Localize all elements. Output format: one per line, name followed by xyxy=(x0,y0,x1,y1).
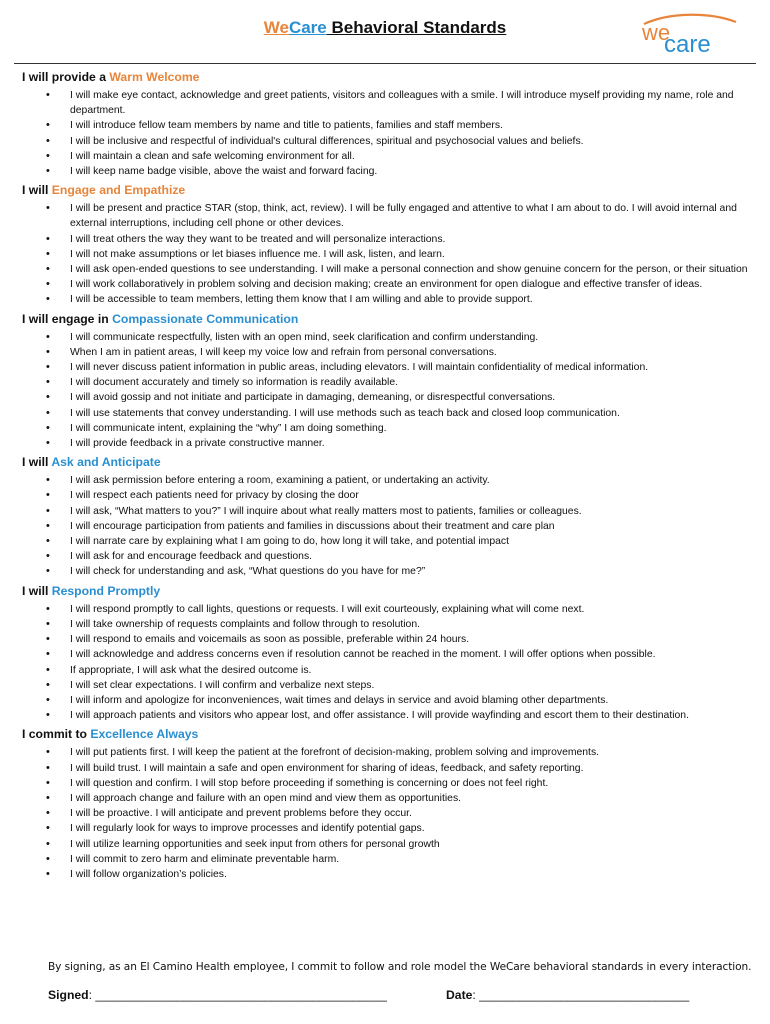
list-item: • I will be present and practice STAR (stop, think, act, review). I will be fully engaged and attentive to what I am about to do. I will avoid internal and external interruptions, including cell phone or other devices. xyxy=(22,201,752,231)
list-item: • I will communicate respectfully, listen with an open mind, seek clarification and confirm understanding. xyxy=(22,330,752,345)
section-list xyxy=(22,88,752,179)
title-rest: Behavioral Standards xyxy=(326,18,507,37)
list-item: • I will build trust. I will maintain a safe and open environment for sharing of ideas, feedback, and safety reporting. xyxy=(22,761,752,776)
list-item: • I will communicate intent, explaining the “why” I am doing something. xyxy=(22,421,752,436)
section-heading xyxy=(22,727,752,742)
section-heading xyxy=(22,70,752,85)
section-heading xyxy=(22,584,752,599)
list-item: • I will be inclusive and respectful of individual's cultural differences, spiritual and psychosocial values and beliefs. xyxy=(22,134,752,149)
list-item: • I will not make assumptions or let biases influence me. I will ask, listen, and learn. xyxy=(22,247,752,262)
list-item: • I will ask, “What matters to you?” I will inquire about what really matters most to patients, families or colleagues. xyxy=(22,504,752,519)
list-item: • I will ask for and encourage feedback and questions. xyxy=(22,549,752,564)
closing-statement: By signing, as an El Camino Health employee, I commit to follow and role model the WeCare behavioral standards in every interaction. xyxy=(48,961,752,973)
list-item: • I will provide feedback in a private constructive manner. xyxy=(22,436,752,451)
list-item: • I will never discuss patient information in public areas, including elevators. I will maintain confidentiality of medical information. xyxy=(22,360,752,375)
section-list xyxy=(22,745,752,882)
logo-we: we xyxy=(642,20,671,45)
section-1 xyxy=(22,70,752,179)
section-heading-prefix: I will xyxy=(22,583,52,598)
section-heading-highlight: Engage and Empathize xyxy=(51,183,186,198)
list-item: • I will encourage participation from patients and families in discussions about their treatment and care plan xyxy=(22,519,752,534)
list-item: • I will commit to zero harm and eliminate preventable harm. xyxy=(22,852,752,867)
list-item: • I will set clear expectations. I will confirm and verbalize next steps. xyxy=(22,678,752,693)
section-heading-highlight: Excellence Always xyxy=(90,727,199,742)
list-item: • I will avoid gossip and not initiate and participate in damaging, demeaning, or disrespectful conversations. xyxy=(22,390,752,405)
list-item: • I will keep name badge visible, above the waist and forward facing. xyxy=(22,164,752,179)
list-item: • If appropriate, I will ask what the desired outcome is. xyxy=(22,663,752,678)
section-2 xyxy=(22,183,752,307)
list-item: • I will be proactive. I will anticipate and prevent problems before they occur. xyxy=(22,806,752,821)
list-item: • I will check for understanding and ask, “What questions do you have for me?” xyxy=(22,564,752,579)
section-list xyxy=(22,602,752,724)
list-item: • I will put patients first. I will keep the patient at the forefront of decision-making, problem solving and improvements. xyxy=(22,745,752,760)
list-item: • I will regularly look for ways to improve processes and identify potential gaps. xyxy=(22,821,752,836)
section-heading xyxy=(22,455,752,470)
list-item: • I will inform and apologize for inconveniences, wait times and delays in service and avoid blaming other departments. xyxy=(22,693,752,708)
list-item: • I will utilize learning opportunities and seek input from others for personal growth xyxy=(22,837,752,852)
standards-content xyxy=(22,70,752,886)
list-item: • I will ask open-ended questions to see understanding. I will make a personal connection and show genuine concern for the person, or their situation xyxy=(22,262,752,277)
section-heading-prefix: I will xyxy=(22,455,52,470)
wecare-logo xyxy=(640,10,740,60)
section-heading-prefix: I commit to xyxy=(22,727,91,742)
section-list xyxy=(22,473,752,579)
list-item: • I will maintain a clean and safe welcoming environment for all. xyxy=(22,149,752,164)
list-item: • I will question and confirm. I will stop before proceeding if something is concerning or does not feel right. xyxy=(22,776,752,791)
signed-field[interactable] xyxy=(48,988,387,1002)
list-item: • I will work collaboratively in problem solving and decision making; create an environment for open dialogue and effective transfer of ideas. xyxy=(22,277,752,292)
list-item: • I will respect each patients need for privacy by closing the door xyxy=(22,488,752,503)
section-3 xyxy=(22,312,752,452)
section-heading-prefix: I will provide a xyxy=(22,70,110,84)
list-item: • I will respond promptly to call lights, questions or requests. I will exit courteously, explaining what will come next. xyxy=(22,602,752,617)
section-6 xyxy=(22,727,752,882)
section-heading-prefix: I will xyxy=(22,183,52,198)
list-item: • I will ask permission before entering a room, examining a patient, or undertaking an activity. xyxy=(22,473,752,488)
list-item: • I will narrate care by explaining what I am going to do, how long it will take, and potential impact xyxy=(22,534,752,549)
date-field[interactable] xyxy=(446,988,689,1002)
signed-line: : ___________________________________________ xyxy=(88,988,387,1002)
list-item: • I will introduce fellow team members by name and title to patients, families and staff members. xyxy=(22,118,752,133)
list-item: • I will approach change and failure with an open mind and view them as opportunities. xyxy=(22,791,752,806)
list-item: • I will acknowledge and address concerns even if resolution cannot be reached in the moment. I will offer options when possible. xyxy=(22,647,752,662)
list-item: • I will respond to emails and voicemails as soon as possible, preferable within 24 hours. xyxy=(22,632,752,647)
section-list xyxy=(22,330,752,452)
list-item: • I will treat others the way they want to be treated and will personalize interactions. xyxy=(22,232,752,247)
list-item: • I will follow organization’s policies. xyxy=(22,867,752,882)
signed-label: Signed xyxy=(48,988,89,1002)
list-item: • I will make eye contact, acknowledge and greet patients, visitors and colleagues with a smile. I will introduce myself providing my name, role and department. xyxy=(22,88,752,118)
list-item: • I will take ownership of requests complaints and follow through to resolution. xyxy=(22,617,752,632)
title-we: We xyxy=(263,18,289,37)
section-5 xyxy=(22,584,752,724)
list-item: • When I am in patient areas, I will keep my voice low and refrain from personal conversations. xyxy=(22,345,752,360)
list-item: • I will be accessible to team members, letting them know that I am willing and able to provide support. xyxy=(22,292,752,307)
header-divider xyxy=(14,63,756,64)
section-list xyxy=(22,201,752,307)
list-item: • I will document accurately and timely so information is readily available. xyxy=(22,375,752,390)
section-heading-highlight: Respond Promptly xyxy=(51,583,161,598)
list-item: • I will approach patients and visitors who appear lost, and offer assistance. I will provide wayfinding and escort them to their destination. xyxy=(22,708,752,723)
section-4 xyxy=(22,455,752,579)
section-heading-highlight: Warm Welcome xyxy=(109,70,200,84)
section-heading-highlight: Ask and Anticipate xyxy=(51,455,161,470)
title-care: Care xyxy=(288,18,327,37)
section-heading xyxy=(22,183,752,198)
section-heading-highlight: Compassionate Communication xyxy=(112,311,299,326)
logo-care: care xyxy=(664,31,711,58)
date-label: Date xyxy=(446,988,473,1002)
section-heading xyxy=(22,312,752,327)
list-item: • I will use statements that convey understanding. I will use methods such as teach back and closed loop communication. xyxy=(22,406,752,421)
section-heading-prefix: I will engage in xyxy=(22,311,113,326)
date-line: : _______________________________ xyxy=(472,988,690,1002)
